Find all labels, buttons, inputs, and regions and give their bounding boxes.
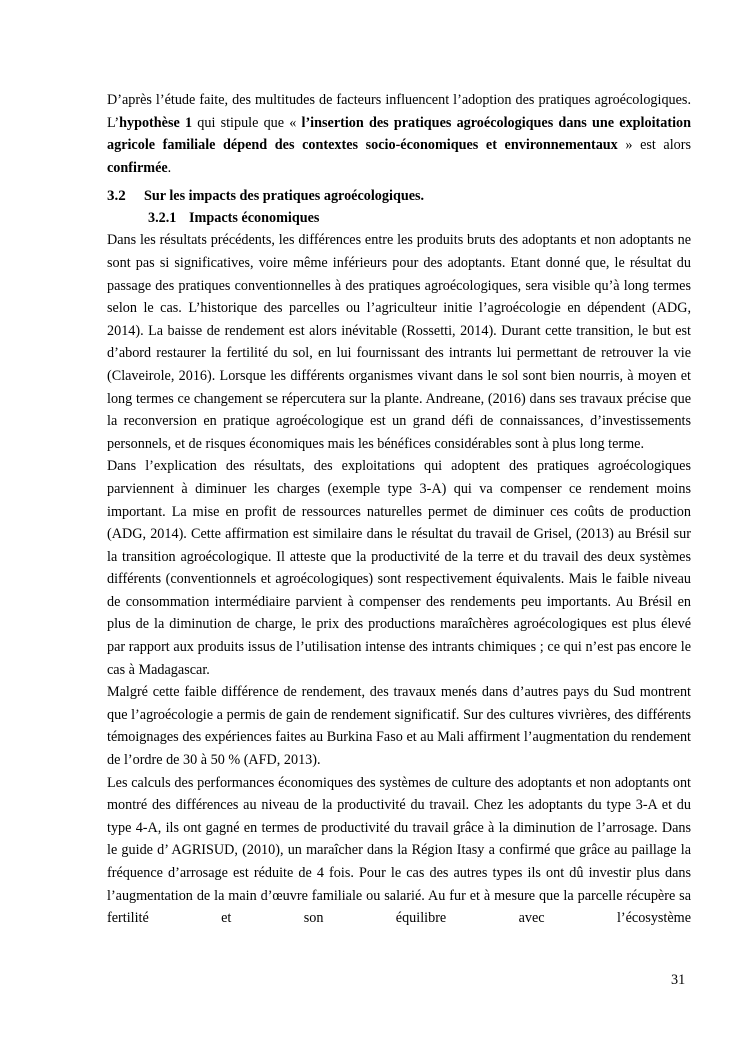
- intro-text-3: » est alors: [617, 137, 691, 154]
- section-number: 3.2: [107, 188, 126, 205]
- section-title: Sur les impacts des pratiques agroécologiques.: [144, 188, 425, 205]
- intro-text-2: qui stipule que «: [192, 114, 302, 131]
- subsection-number: 3.2.1: [148, 210, 177, 227]
- page-body: [107, 89, 691, 930]
- intro-text-4: .: [167, 159, 172, 176]
- subsection-title: Impacts économiques: [189, 210, 320, 227]
- page-number: 31: [671, 972, 686, 988]
- intro-text-1: D’après l’étude faite, des multitudes de facteurs influencent l’adoption des pratiques agroécologiques. L’: [107, 92, 691, 131]
- section-heading: [107, 185, 691, 207]
- body-paragraph: Dans les résultats précédents, les différences entre les produits bruts des adoptants et non adoptants ne sont pas si significatives, voire même inférieurs pour des adoptants. Etant donné que, le résultat du passage des pratiques conventionnelles à des pratiques agroécologiques, sera visible qu’à long termes selon le cas. L’historique des parcelles ou l’agriculteur initie l’agroécologie en dépendent (ADG, 2014). La baisse de rendement est alors inévitable (Rossetti, 2014). Durant cette transition, le but est d’abord restaurer la fertilité du sol, en lui fournissant des intrants lui permettant de retrouver la vie (Claveirole, 2016). Lorsque les différents organismes vivant dans le sol sont bien nourris, à moyen et long termes ce changement se répercutera sur la plante. Andreane, (2016) dans ses travaux précise que la reconversion en pratique agroécologique est un grand défi de connaissances, d’investissements personnels, et de risques économiques mais les bénéfices considérables sont à plus long terme.: [107, 232, 691, 452]
- intro-paragraph: [107, 89, 691, 179]
- hypothesis-verdict: confirmée: [107, 159, 168, 176]
- subsection-heading: [148, 207, 691, 229]
- body-paragraph: Malgré cette faible différence de rendement, des travaux menés dans d’autres pays du Sud montrent que l’agroécologie a permis de gain de rendement significatif. Sur des cultures vivrières, des différents témoignages des expériences faites au Burkina Faso et au Mali affirment l’augmentation du rendement de l’ordre de 30 à 50 % (AFD, 2013).: [107, 684, 691, 769]
- hypothesis-label: hypothèse 1: [119, 114, 193, 131]
- body-paragraph: Dans l’explication des résultats, des exploitations qui adoptent des pratiques agroécologiques parviennent à diminuer les charges (exemple type 3-A) qui va compenser ce rendement moins important. La mise en profit de ressources naturelles permet de diminuer ces coûts de production (ADG, 2014). Cette affirmation est similaire dans le résultat du travail de Grisel, (2013) au Brésil sur la transition agroécologique. Il atteste que la productivité de la terre et du travail des deux systèmes différents (conventionnels et agroécologiques) sont respectivement équivalents. Mais le faible niveau de consommation intermédiaire parvient à compenser des rendements peu importants. Au Brésil en plus de la diminution de charge, le prix des productions maraîchères agroécologiques est plus élevé par rapport aux produits issus de l’utilisation intense des intrants chimiques ; ce qui n’est pas encore le cas à Madagascar.: [107, 458, 691, 678]
- body-paragraph: Les calculs des performances économiques des systèmes de culture des adoptants et non adoptants ont montré des différences au niveau de la productivité du travail. Chez les adoptants du type 3-A et du type 4-A, ils ont gagné en termes de productivité du travail grâce à la diminution de l’arrosage. Dans le guide d’ AGRISUD, (2010), un maraîcher dans la Région Itasy a confirmé que grâce au paillage la fréquence d’arrosage est réduite de 4 fois. Pour le cas des autres types ils ont dû investir plus dans l’augmentation de la main d’œuvre familiale ou salarié. Au fur et à mesure que la parcelle récupère sa fertilité et son équilibre avec l’écosystème: [107, 774, 691, 927]
- hypothesis-statement: l’insertion des pratiques agroécologiques dans une exploitation agricole familiale dépend des contextes socio-économiques et environnementaux: [107, 114, 691, 154]
